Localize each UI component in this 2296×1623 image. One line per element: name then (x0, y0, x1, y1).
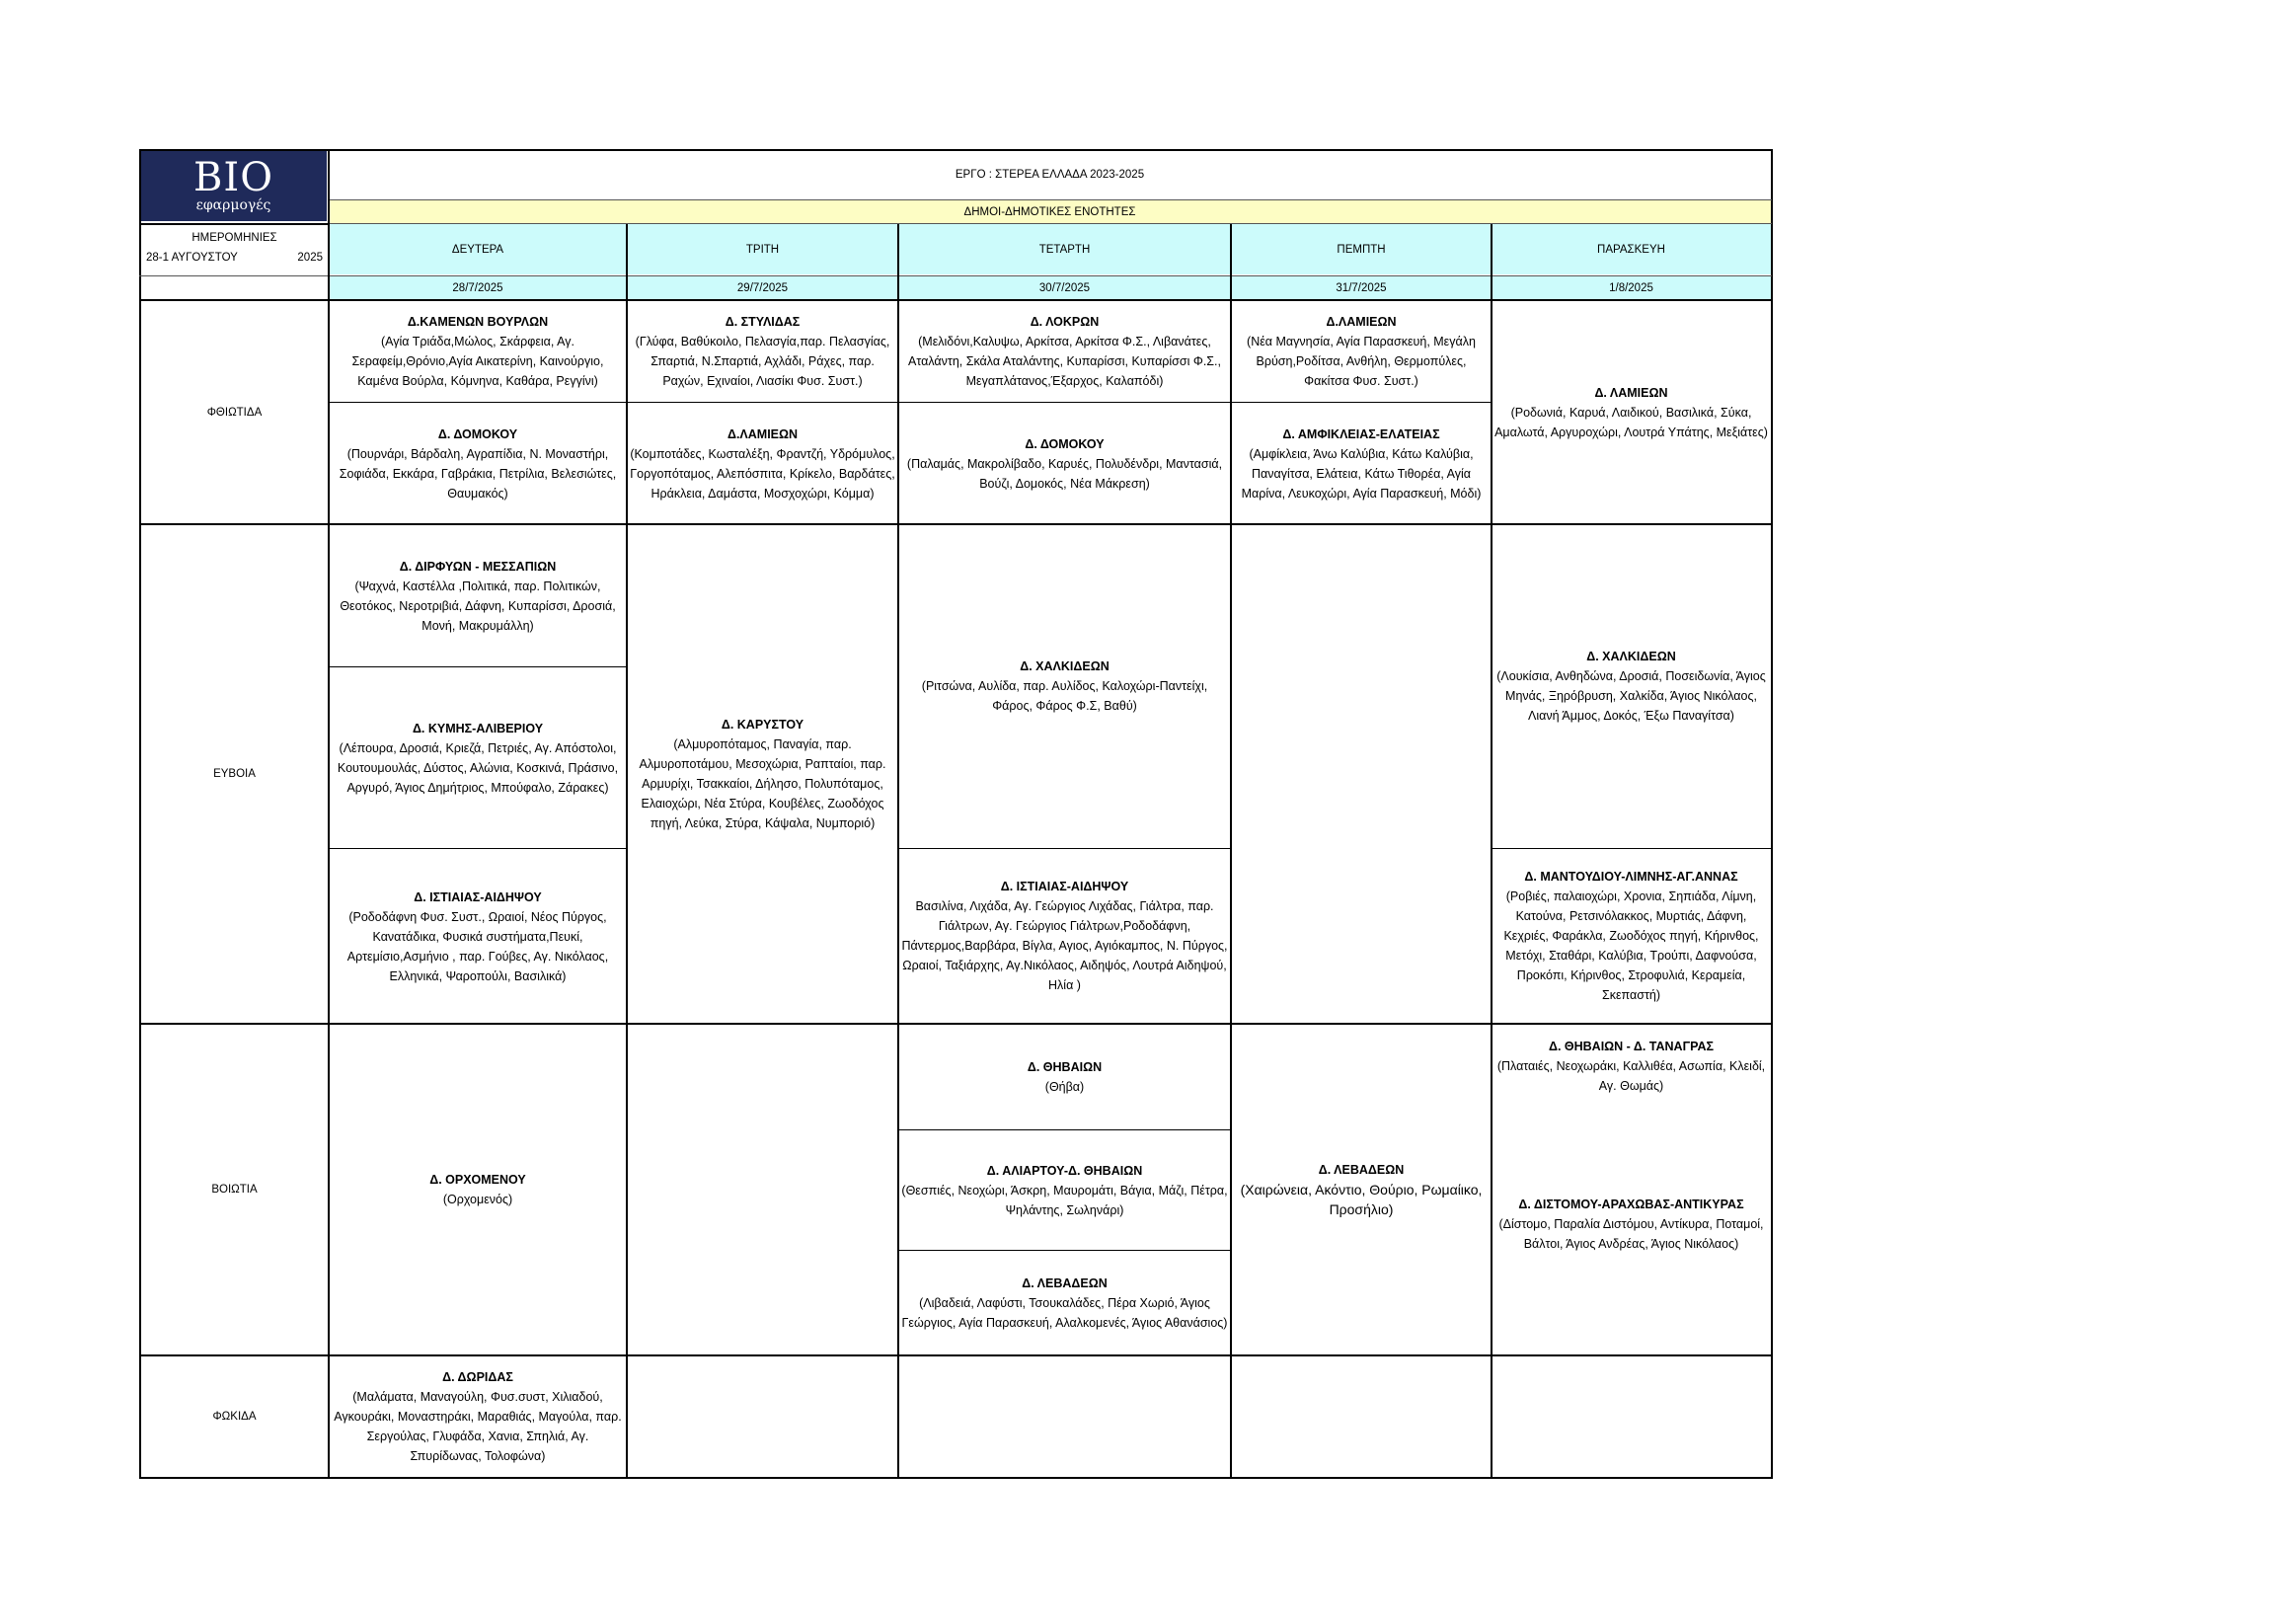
region-evoia: ΕΥΒΟΙΑ (213, 768, 256, 780)
entry-title: Δ. ΧΑΛΚΙΔΕΩΝ (1586, 650, 1676, 663)
grid-line (897, 224, 899, 1479)
grid-line (329, 223, 1772, 224)
entry-evoia-wednesday-1 (898, 524, 1231, 848)
entry-body: (Θήβα) (1044, 1080, 1085, 1094)
entry-body: (Ψαχνά, Καστέλλα ,Πολιτικά, παρ. Πολιτικών, Θεοτόκος, Νεροτριβιά, Δάφνη, Κυπαρίσσι, Δροσιά, Μονή, Μακρυμάλλη) (340, 579, 616, 633)
entry-fthiotida-thursday-2 (1231, 403, 1492, 524)
entry-title: Δ.ΛΑΜΙΕΩΝ (1326, 315, 1397, 329)
entry-body: (Πουρνάρι, Βάρδαλη, Αγραπίδια, Ν. Μοναστήρι, Σοφιάδα, Εκκάρα, Γαβράκια, Πετρίλια, Βελεσιώτες, Θαυμακός) (339, 446, 617, 501)
entry-title: Δ. ΟΡΧΟΜΕΝΟΥ (429, 1173, 526, 1187)
entry-body: (Ροδωνιά, Καρυά, Λαιδικού, Βασιλικά, Σύκα, Αμαλωτά, Αργυροχώρι, Λουτρά Υπάτης, Μεξιάτες) (1494, 406, 1768, 439)
entry-title: Δ. ΚΑΡΥΣΤΟΥ (721, 718, 804, 732)
entry-fthiotida-monday-1 (329, 301, 627, 402)
entry-body: (Δίστομο, Παραλία Διστόμου, Αντίκυρα, Ποταμοί, Βάλτοι, Άγιος Ανδρέας, Άγιος Νικόλαος) (1498, 1217, 1764, 1251)
grid-line (329, 199, 1772, 200)
entry-body: (Λέπουρα, Δροσιά, Κριεζά, Πετριές, Αγ. Απόστολοι, Κουτουμουλάς, Δύστος, Αλώνια, Κοσκινά, Πράσινο, Αργυρό, Άγιος Δημήτριος, Μπούφαλο, Ζάρακες) (337, 741, 619, 795)
grid-line (1492, 848, 1772, 849)
entry-title: Δ. ΚΥΜΗΣ-ΑΛΙΒΕΡΙΟΥ (412, 722, 544, 735)
entry-voiotia-friday-2 (1492, 1195, 1771, 1293)
date-wednesday: 30/7/2025 (898, 276, 1231, 300)
entry-body: (Γλύφα, Βαθύκοιλο, Πελασγία,παρ. Πελασγίας, Σπαρτιά, Ν.Σπαρτιά, Αχλάδι, Ράχες, παρ. Ραχών, Εχιναίοι, Λιασίκι Φυσ. Συστ.) (635, 335, 890, 388)
grid-line (328, 149, 330, 1479)
entry-evoia-tuesday (627, 524, 898, 1024)
entry-title: Δ. ΑΜΦΙΚΛΕΙΑΣ-ΕΛΑΤΕΙΑΣ (1282, 426, 1440, 441)
entry-body: (Θεσπιές, Νεοχώρι, Άσκρη, Μαυρομάτι, Βάγια, Μάζι, Πέτρα, Ψηλάντης, Σωληνάρι) (901, 1184, 1228, 1217)
day-friday: ΠΑΡΑΣΚΕΥΗ (1492, 224, 1771, 274)
entry-title: Δ. ΔΙΣΤΟΜΟΥ-ΑΡΑΧΩΒΑΣ-ΑΝΤΙΚΥΡΑΣ (1518, 1198, 1744, 1211)
entry-body: (Χαιρώνεια, Ακόντιο, Θούριο, Ρωμαίικο, Προσήλιο) (1240, 1182, 1483, 1217)
entry-title: Δ. ΔΟΜΟΚΟΥ (1025, 436, 1105, 451)
entry-voiotia-wednesday-3 (898, 1251, 1231, 1355)
dates-range: 28-1 ΑΥΓΟΥΣΤΟΥ (146, 252, 238, 264)
entry-evoia-monday-2 (329, 667, 627, 849)
entry-evoia-friday-1 (1492, 524, 1771, 848)
entry-body: (Αγία Τριάδα,Μώλος, Σκάρφεια, Αγ. Σεραφείμ,Θρόνιο,Αγία Αικατερίνη, Καινούργιο, Καμένα Βούρλα, Κόμνηνα, Καθάρα, Ρεγγίνι) (351, 335, 604, 388)
grid-line (139, 223, 329, 225)
entry-title: Δ. ΛΕΒΑΔΕΩΝ (1022, 1276, 1108, 1290)
grid-line (139, 1354, 1772, 1356)
grid-line (139, 299, 1772, 301)
grid-line (898, 1129, 1231, 1130)
grid-line (139, 523, 1772, 525)
grid-line (139, 1023, 1772, 1025)
date-friday: 1/8/2025 (1492, 276, 1771, 300)
entry-evoia-friday-2 (1492, 848, 1771, 1024)
entry-body: (Νέα Μαγνησία, Αγία Παρασκευή, Μεγάλη Βρύση,Ροδίτσα, Ανθήλη, Θερμοπύλες, Φακίτσα Φυσ. Συστ.) (1247, 335, 1476, 388)
grid-line (626, 224, 628, 1479)
entry-evoia-wednesday-2 (898, 848, 1231, 1024)
dates-year: 2025 (297, 252, 323, 264)
entry-body: (Ορχομενός) (442, 1193, 513, 1206)
project-title: ΕΡΓΟ : ΣΤΕΡΕΑ ΕΛΛΑΔΑ 2023-2025 (955, 169, 1145, 181)
region-voiotia: ΒΟΙΩΤΙΑ (211, 1184, 258, 1196)
entry-title: Δ. ΘΗΒΑΙΩΝ (1027, 1060, 1103, 1074)
entry-title: Δ. ΜΑΝΤΟΥΔΙΟΥ-ΛΙΜΝΗΣ-ΑΓ.ΑΝΝΑΣ (1524, 870, 1738, 884)
entry-title: Δ. ΧΑΛΚΙΔΕΩΝ (1020, 659, 1110, 673)
region-fthiotida: ΦΘΙΩΤΙΔΑ (206, 407, 263, 419)
entry-title: Δ. ΛΑΜΙΕΩΝ (1594, 386, 1668, 400)
entry-body: (Μελιδόνι,Καλυψω, Αρκίτσα, Αρκίτσα Φ.Σ., Λιβανάτες, Αταλάντη, Σκάλα Αταλάντης, Κυπαρίσσι, Κυπαρίσσι Φ.Σ., Μεγαπλάτανος,Έξαρχος, Καλαπόδι) (908, 335, 1221, 388)
day-monday: ΔΕΥΤΕΡΑ (329, 224, 627, 274)
entry-body: (Ροδοδάφνη Φυσ. Συστ., Ωραιοί, Νέος Πύργος, Κανατάδικα, Φυσικά συστήματα,Πευκί, Αρτεμίσιο,Ασμήνιο , παρ. Γούβες, Αγ. Νικόλαος, Ελληνικά, Ψαροπούλι, Βασιλικά) (346, 909, 609, 983)
entry-voiotia-monday (329, 1024, 627, 1355)
day-thursday: ΠΕΜΠΤΗ (1231, 224, 1492, 274)
entry-title: Δ. ΣΤΥΛΙΔΑΣ (725, 315, 801, 329)
entry-fthiotida-tuesday-2 (627, 403, 898, 524)
entry-body: (Πλαταιές, Νεοχωράκι, Καλλιθέα, Ασωπία, Κλειδί, Αγ. Θωμάς) (1496, 1059, 1766, 1093)
entry-title: Δ.ΛΑΜΙΕΩΝ (727, 426, 799, 441)
entry-body: (Λιβαδειά, Λαφύστι, Τσουκαλάδες, Πέρα Χωριό, Άγιος Γεώργιος, Αγία Παρασκευή, Αλαλκομενές, Άγιος Αθανάσιος) (901, 1296, 1228, 1330)
grid-line (1771, 149, 1773, 1479)
entry-body: (Ριτσώνα, Αυλίδα, παρ. Αυλίδος, Καλοχώρι-Παντείχι, Φάρος, Φάρος Φ.Σ, Βαθύ) (921, 679, 1208, 713)
entry-fthiotida-thursday-1 (1231, 301, 1492, 402)
entry-body: (Ροβιές, παλαιοχώρι, Χρονια, Σηπιάδα, Λίμνη, Κατούνα, Ρετσινόλακκος, Μυρτιάς, Δάφνη, Κεχριές, Φαράκλα, Ζωοδόχος πηγή, Κήρινθος, Μετόχι, Σταθάρι, Καλύβια, Τρούπι, Δαφνούσα, Προκόπι, Κήρινθος, Στροφυλιά, Κεραμεία, Σκεπαστή) (1503, 889, 1759, 1002)
logo-main-text: ΒΙΟ (193, 155, 273, 200)
grid-line (1491, 224, 1492, 1479)
grid-line (139, 275, 1772, 276)
date-monday: 28/7/2025 (329, 276, 627, 300)
entry-title: Δ. ΙΣΤΙΑΙΑΣ-ΑΙΔΗΨΟΥ (414, 889, 542, 904)
subtitle-municipalities: ΔΗΜΟΙ-ΔΗΜΟΤΙΚΕΣ ΕΝΟΤΗΤΕΣ (329, 199, 1771, 224)
entry-body: (Λουκίσια, Ανθηδώνα, Δροσιά, Ποσειδωνία, Άγιος Μηνάς, Ξηρόβρυση, Χαλκίδα, Άγιος Νικόλαος, Λιανή Άμμος, Δοκός, Έξω Παναγίτσα) (1496, 669, 1766, 723)
logo-sub-text: εφαρμογές (195, 197, 271, 213)
entry-evoia-monday-3 (329, 849, 627, 1024)
entry-fthiotida-friday (1492, 301, 1771, 524)
entry-fokida-monday (329, 1355, 627, 1478)
entry-title: Δ. ΔΙΡΦΥΩΝ - ΜΕΣΣΑΠΙΩΝ (399, 559, 557, 574)
entry-body: (Αμφίκλεια, Άνω Καλύβια, Κάτω Καλύβια, Παναγίτσα, Ελάτεια, Κάτω Τιθορέα, Αγία Μαρίνα, Λευκοχώρι, Αγία Παρασκευή, Μόδι) (1241, 446, 1482, 501)
entry-voiotia-wednesday-2 (898, 1130, 1231, 1251)
entry-voiotia-thursday (1231, 1024, 1492, 1355)
entry-title: Δ. ΔΩΡΙΔΑΣ (442, 1370, 513, 1384)
dates-label-cell (140, 224, 329, 274)
entry-body: Βασιλίνα, Λιχάδα, Αγ. Γεώργιος Λιχάδας, Γιάλτρα, παρ. Γιάλτρων, Αγ. Γεώργιος Γιάλτρων,Ροδοδάφνη, Πάντερμος,Βαρβάρα, Βίγλα, Αγιος, Αγιόκαμπος, Ν. Πύργος, Ωραιοί, Ταξιάρχης, Αγ.Νικόλαος, Αιδηψός, Λουτρά Αιδηψού, Ηλία ) (901, 899, 1228, 992)
entry-body: (Μαλάματα, Μαναγούλη, Φυσ.συστ, Χιλιαδού, Αγκουράκι, Μοναστηράκι, Μαραθιάς, Μαγούλα, παρ. Σεργούλας, Γλυφάδα, Χανια, Σπηλιά, Αγ. Σπυρίδωνας, Τολοφώνα) (334, 1390, 622, 1463)
grid-line (329, 402, 1492, 403)
day-wednesday: ΤΕΤΑΡΤΗ (898, 224, 1231, 274)
entry-voiotia-friday-1 (1492, 1037, 1771, 1116)
region-fokida: ΦΩΚΙΔΑ (212, 1411, 257, 1423)
entry-body: (Παλαμάς, Μακρολίβαδο, Καρυές, Πολυδένδρι, Μαντασιά, Βούζι, Δομοκός, Νέα Μάκρεση) (906, 456, 1223, 491)
dates-label: ΗΜΕΡΟΜΗΝΙΕΣ (191, 232, 277, 244)
entry-fthiotida-wednesday-1 (898, 301, 1231, 402)
grid-line (329, 666, 627, 667)
entry-voiotia-wednesday-1 (898, 1024, 1231, 1130)
entry-title: Δ. ΑΛΙΑΡΤΟΥ-Δ. ΘΗΒΑΙΩΝ (986, 1164, 1143, 1178)
entry-title: Δ. ΔΟΜΟΚΟΥ (437, 426, 518, 441)
entry-evoia-monday-1 (329, 524, 627, 667)
entry-body: (Αλμυροπόταμος, Παναγία, παρ. Αλμυροποτάμου, Μεσοχώρια, Ραπταίοι, παρ. Αρμυρίχι, Τσακκαίοι, Δήλησο, Πολυπόταμος, Ελαιοχώρι, Νέα Στύρα, Κουβέλες, Ζωοδόχος πηγή, Λεύκα, Στύρα, Κάψαλα, Νυμποριό) (639, 737, 886, 830)
entry-title: Δ. ΛΕΒΑΔΕΩΝ (1318, 1163, 1405, 1177)
entry-fthiotida-monday-2 (329, 403, 627, 524)
grid-line (1230, 224, 1232, 1479)
entry-title: Δ. ΛΟΚΡΩΝ (1030, 315, 1100, 329)
grid-line (898, 848, 1231, 849)
entry-title: Δ. ΘΗΒΑΙΩΝ - Δ. ΤΑΝΑΓΡΑΣ (1548, 1040, 1715, 1053)
grid-line (139, 149, 141, 1479)
date-thursday: 31/7/2025 (1231, 276, 1492, 300)
grid-line (139, 149, 1772, 151)
entry-title: Δ. ΙΣΤΙΑΙΑΣ-ΑΙΔΗΨΟΥ (1000, 880, 1129, 893)
date-tuesday: 29/7/2025 (627, 276, 898, 300)
company-logo (140, 150, 327, 221)
grid-line (329, 848, 627, 849)
entry-fthiotida-wednesday-2 (898, 403, 1231, 524)
entry-title: Δ.ΚΑΜΕΝΩΝ ΒΟΥΡΛΩΝ (407, 315, 549, 329)
day-tuesday: ΤΡΙΤΗ (627, 224, 898, 274)
entry-fthiotida-tuesday-1 (627, 301, 898, 402)
grid-line (139, 1477, 1772, 1479)
grid-line (898, 1250, 1231, 1251)
entry-body: (Κομποτάδες, Κωσταλέξη, Φραντζή, Υδρόμυλος, Γοργοπόταμος, Αλεπόσπιτα, Κρίκελο, Βαρδάτες, Ηράκλεια, Δαμάστα, Μοσχοχώρι, Κόμμα) (630, 446, 895, 501)
